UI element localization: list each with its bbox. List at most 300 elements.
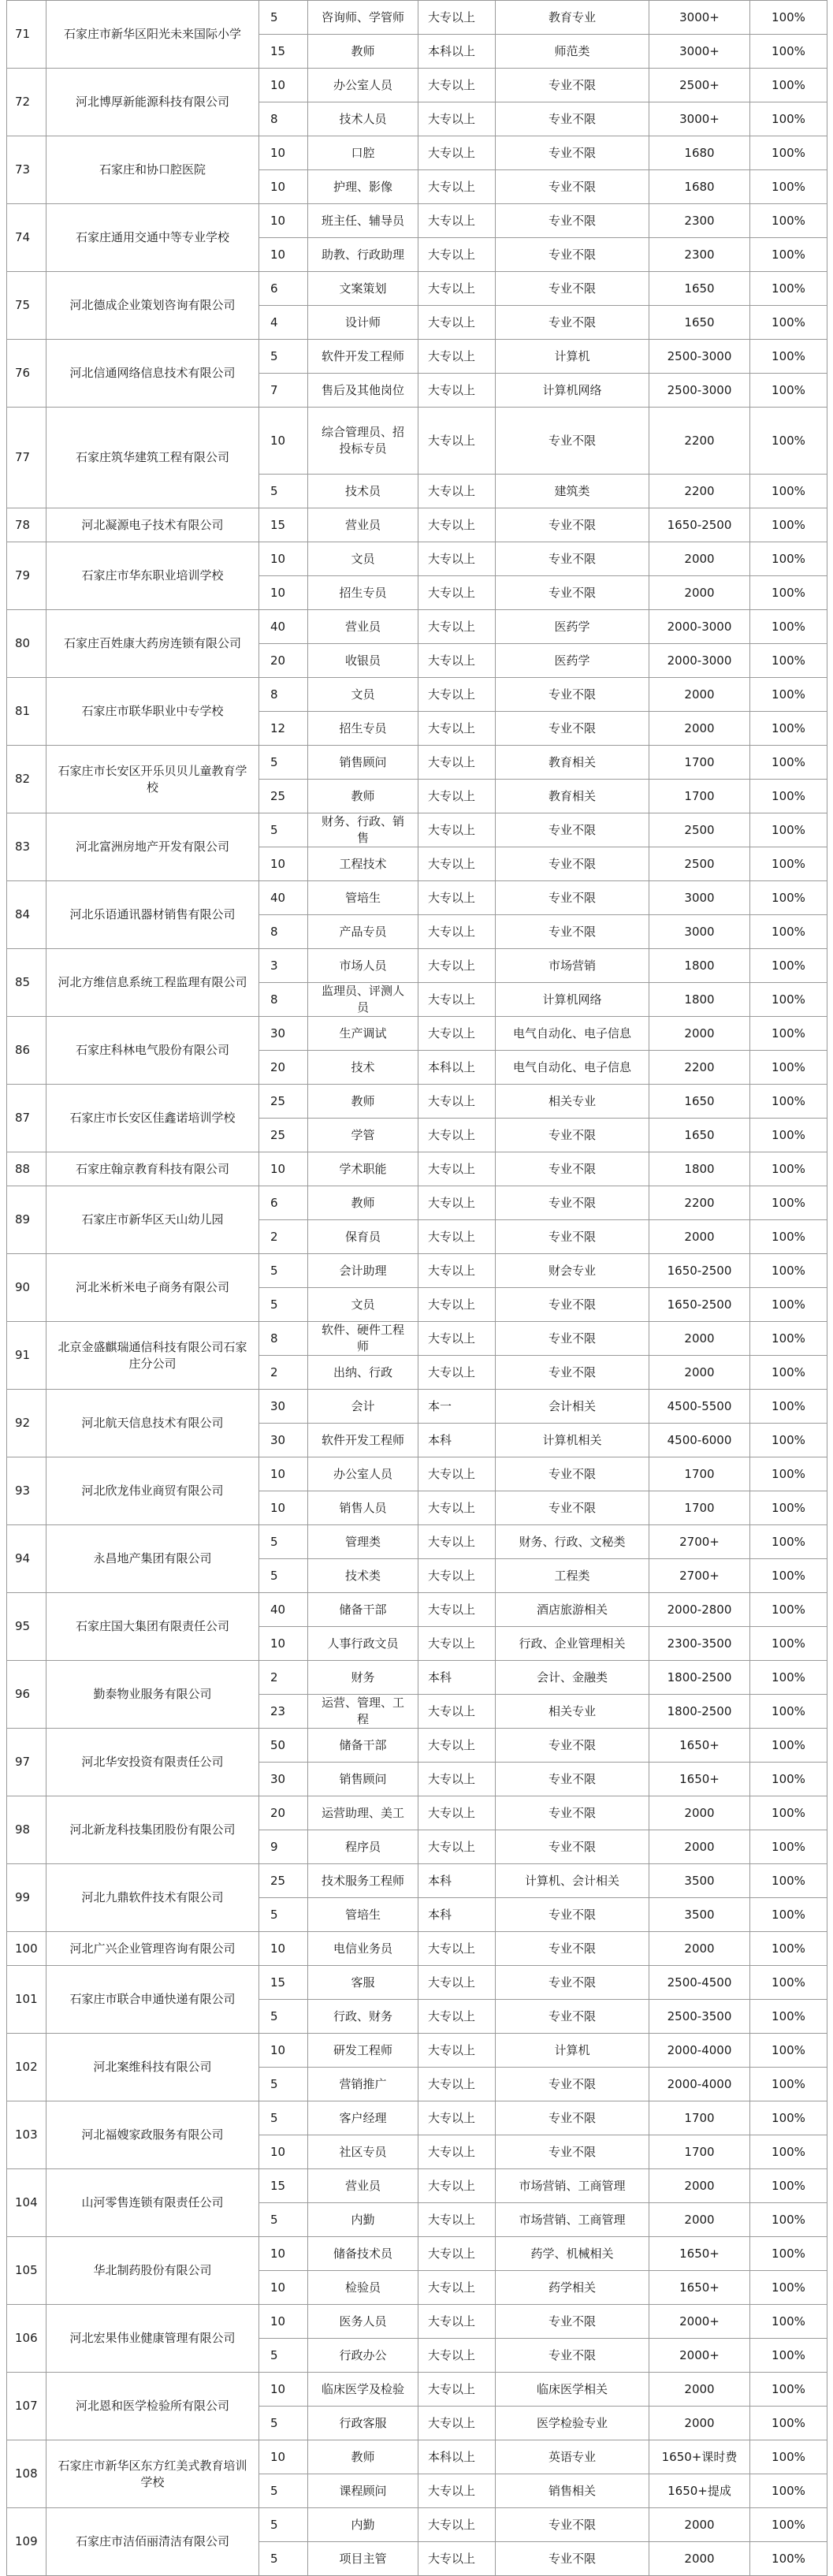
position-cell: 收银员 (308, 644, 418, 678)
company-name-cell: 华北制药股份有限公司 (46, 2237, 259, 2305)
company-name-cell: 河北九鼎软件技术有限公司 (46, 1864, 259, 1932)
position-cell: 项目主管 (308, 2542, 418, 2576)
table-row (7, 1085, 827, 1119)
salary-cell: 1650 (649, 272, 750, 306)
headcount-cell: 5 (259, 2000, 308, 2034)
major-cell: 专业不限 (496, 1830, 649, 1864)
position-cell: 程序员 (308, 1830, 418, 1864)
headcount-cell: 30 (259, 1017, 308, 1051)
rate-cell: 100% (750, 2305, 827, 2339)
position-cell: 储备干部 (308, 1729, 418, 1763)
headcount-cell: 8 (259, 1322, 308, 1356)
major-cell: 医药学 (496, 610, 649, 644)
row-number-cell: 108 (7, 2440, 46, 2508)
table-row (7, 2101, 827, 2135)
position-cell: 研发工程师 (308, 2034, 418, 2068)
table-row (7, 1593, 827, 1627)
rate-cell: 100% (750, 712, 827, 746)
headcount-cell: 20 (259, 644, 308, 678)
salary-cell: 2000-4000 (649, 2068, 750, 2101)
rate-cell: 100% (750, 2271, 827, 2305)
position-cell: 生产调试 (308, 1017, 418, 1051)
education-cell: 大专以上 (418, 2203, 496, 2237)
rate-cell: 100% (750, 1559, 827, 1593)
company-name-cell: 石家庄通用交通中等专业学校 (46, 204, 259, 272)
education-cell: 大专以上 (418, 374, 496, 408)
salary-cell: 2500+ (649, 69, 750, 102)
headcount-cell: 10 (259, 2237, 308, 2271)
major-cell: 会计相关 (496, 1390, 649, 1424)
position-cell: 行政、财务 (308, 2000, 418, 2034)
salary-cell: 2000 (649, 2373, 750, 2407)
salary-cell: 2000 (649, 712, 750, 746)
rate-cell: 100% (750, 272, 827, 306)
position-cell: 教师 (308, 780, 418, 813)
major-cell: 专业不限 (496, 1457, 649, 1491)
headcount-cell: 20 (259, 1051, 308, 1085)
education-cell: 大专以上 (418, 1457, 496, 1491)
headcount-cell: 5 (259, 2101, 308, 2135)
company-name-cell: 山河零售连锁有限责任公司 (46, 2169, 259, 2237)
education-cell: 大专以上 (418, 1627, 496, 1661)
rate-cell: 100% (750, 1085, 827, 1119)
company-name-cell: 河北恩和医学检验所有限公司 (46, 2373, 259, 2440)
position-cell: 临床医学及检验 (308, 2373, 418, 2407)
position-cell: 助教、行政助理 (308, 238, 418, 272)
headcount-cell: 5 (259, 1288, 308, 1322)
headcount-cell: 10 (259, 576, 308, 610)
salary-cell: 1700 (649, 1491, 750, 1525)
position-cell: 技术 (308, 1051, 418, 1085)
position-cell: 教师 (308, 35, 418, 69)
rate-cell: 100% (750, 2407, 827, 2440)
salary-cell: 1800 (649, 1152, 750, 1186)
major-cell: 医学检验专业 (496, 2407, 649, 2440)
position-cell: 工程技术 (308, 847, 418, 881)
position-cell: 出纳、行政 (308, 1356, 418, 1390)
table-row (7, 136, 827, 170)
headcount-cell: 10 (259, 2034, 308, 2068)
major-cell: 专业不限 (496, 2000, 649, 2034)
education-cell: 大专以上 (418, 1559, 496, 1593)
education-cell: 大专以上 (418, 2034, 496, 2068)
row-number-cell: 90 (7, 1254, 46, 1322)
table-row (7, 2373, 827, 2407)
position-cell: 产品专员 (308, 915, 418, 949)
headcount-cell: 5 (259, 1254, 308, 1288)
position-cell: 学术职能 (308, 1152, 418, 1186)
major-cell: 专业不限 (496, 102, 649, 136)
rate-cell: 100% (750, 306, 827, 340)
row-number-cell: 84 (7, 881, 46, 949)
salary-cell: 1680 (649, 136, 750, 170)
position-cell: 电信业务员 (308, 1932, 418, 1966)
rate-cell: 100% (750, 102, 827, 136)
row-number-cell: 87 (7, 1085, 46, 1152)
salary-cell: 1650+提成 (649, 2474, 750, 2508)
salary-cell: 1800-2500 (649, 1695, 750, 1729)
rate-cell: 100% (750, 1830, 827, 1864)
table-row (7, 542, 827, 576)
position-cell: 护理、影像 (308, 170, 418, 204)
salary-cell: 2000-2800 (649, 1593, 750, 1627)
table-row (7, 204, 827, 238)
salary-cell: 1700 (649, 1457, 750, 1491)
table-row (7, 272, 827, 306)
row-number-cell: 88 (7, 1152, 46, 1186)
position-cell: 软件、硬件工程师 (308, 1322, 418, 1356)
row-number-cell: 86 (7, 1017, 46, 1085)
major-cell: 工程类 (496, 1559, 649, 1593)
major-cell: 专业不限 (496, 2068, 649, 2101)
rate-cell: 100% (750, 1763, 827, 1796)
company-name-cell: 河北欣龙伟业商贸有限公司 (46, 1457, 259, 1525)
major-cell: 计算机 (496, 340, 649, 374)
position-cell: 办公室人员 (308, 69, 418, 102)
position-cell: 文案策划 (308, 272, 418, 306)
rate-cell: 100% (750, 1288, 827, 1322)
company-name-cell: 石家庄市洁佰丽清洁有限公司 (46, 2508, 259, 2576)
position-cell: 文员 (308, 678, 418, 712)
position-cell: 教师 (308, 2440, 418, 2474)
headcount-cell: 5 (259, 2339, 308, 2373)
major-cell: 专业不限 (496, 576, 649, 610)
company-name-cell: 河北宏果伟业健康管理有限公司 (46, 2305, 259, 2373)
headcount-cell: 10 (259, 1627, 308, 1661)
rate-cell: 100% (750, 644, 827, 678)
row-number-cell: 77 (7, 408, 46, 508)
table-row (7, 1, 827, 35)
salary-cell: 3000 (649, 881, 750, 915)
headcount-cell: 5 (259, 2407, 308, 2440)
rate-cell: 100% (750, 1491, 827, 1525)
education-cell: 大专以上 (418, 2508, 496, 2542)
major-cell: 医药学 (496, 644, 649, 678)
position-cell: 管理类 (308, 1525, 418, 1559)
rate-cell: 100% (750, 340, 827, 374)
position-cell: 会计助理 (308, 1254, 418, 1288)
rate-cell: 100% (750, 1, 827, 35)
headcount-cell: 8 (259, 983, 308, 1017)
headcount-cell: 5 (259, 1559, 308, 1593)
row-number-cell: 82 (7, 746, 46, 813)
rate-cell: 100% (750, 1424, 827, 1457)
education-cell: 大专以上 (418, 170, 496, 204)
education-cell: 大专以上 (418, 983, 496, 1017)
headcount-cell: 15 (259, 1966, 308, 2000)
table-row (7, 813, 827, 847)
rate-cell: 100% (750, 1593, 827, 1627)
education-cell: 大专以上 (418, 2339, 496, 2373)
company-name-cell: 石家庄百姓康大药房连锁有限公司 (46, 610, 259, 678)
rate-cell: 100% (750, 1864, 827, 1898)
rate-cell: 100% (750, 508, 827, 542)
headcount-cell: 10 (259, 2135, 308, 2169)
rate-cell: 100% (750, 1390, 827, 1424)
rate-cell: 100% (750, 881, 827, 915)
headcount-cell: 5 (259, 2203, 308, 2237)
row-number-cell: 74 (7, 204, 46, 272)
headcount-cell: 7 (259, 374, 308, 408)
row-number-cell: 72 (7, 69, 46, 136)
position-cell: 客户经理 (308, 2101, 418, 2135)
rate-cell: 100% (750, 1627, 827, 1661)
row-number-cell: 95 (7, 1593, 46, 1661)
salary-cell: 2500-3000 (649, 340, 750, 374)
position-cell: 文员 (308, 1288, 418, 1322)
major-cell: 计算机网络 (496, 374, 649, 408)
row-number-cell: 79 (7, 542, 46, 610)
major-cell: 计算机 (496, 2034, 649, 2068)
major-cell: 专业不限 (496, 306, 649, 340)
table-row (7, 1729, 827, 1763)
major-cell: 计算机网络 (496, 983, 649, 1017)
rate-cell: 100% (750, 238, 827, 272)
headcount-cell: 8 (259, 915, 308, 949)
headcount-cell: 9 (259, 1830, 308, 1864)
major-cell: 专业不限 (496, 508, 649, 542)
position-cell: 医务人员 (308, 2305, 418, 2339)
company-name-cell: 石家庄市新华区天山幼儿园 (46, 1186, 259, 1254)
rate-cell: 100% (750, 1932, 827, 1966)
rate-cell: 100% (750, 542, 827, 576)
table-row (7, 1525, 827, 1559)
rate-cell: 100% (750, 374, 827, 408)
row-number-cell: 102 (7, 2034, 46, 2101)
company-name-cell: 石家庄市联华职业中专学校 (46, 678, 259, 746)
headcount-cell: 8 (259, 678, 308, 712)
salary-cell: 3000+ (649, 102, 750, 136)
education-cell: 大专以上 (418, 2068, 496, 2101)
headcount-cell: 10 (259, 847, 308, 881)
rate-cell: 100% (750, 2373, 827, 2407)
headcount-cell: 10 (259, 69, 308, 102)
education-cell: 大专以上 (418, 2000, 496, 2034)
headcount-cell: 10 (259, 2305, 308, 2339)
row-number-cell: 91 (7, 1322, 46, 1390)
rate-cell: 100% (750, 678, 827, 712)
major-cell: 计算机相关 (496, 1424, 649, 1457)
education-cell: 大专以上 (418, 1356, 496, 1390)
position-cell: 市场人员 (308, 949, 418, 983)
major-cell: 专业不限 (496, 2339, 649, 2373)
position-cell: 招生专员 (308, 576, 418, 610)
salary-cell: 2700+ (649, 1559, 750, 1593)
table-row (7, 610, 827, 644)
rate-cell: 100% (750, 1525, 827, 1559)
salary-cell: 2000 (649, 1356, 750, 1390)
position-cell: 社区专员 (308, 2135, 418, 2169)
salary-cell: 1800 (649, 949, 750, 983)
headcount-cell: 40 (259, 1593, 308, 1627)
position-cell: 储备技术员 (308, 2237, 418, 2271)
position-cell: 营业员 (308, 610, 418, 644)
headcount-cell: 5 (259, 746, 308, 780)
salary-cell: 2200 (649, 408, 750, 475)
salary-cell: 2000 (649, 1932, 750, 1966)
rate-cell: 100% (750, 2440, 827, 2474)
education-cell: 大专以上 (418, 1152, 496, 1186)
major-cell: 专业不限 (496, 1796, 649, 1830)
salary-cell: 4500-5500 (649, 1390, 750, 1424)
education-cell: 大专以上 (418, 2542, 496, 2576)
rate-cell: 100% (750, 1051, 827, 1085)
education-cell: 大专以上 (418, 2271, 496, 2305)
rate-cell: 100% (750, 1220, 827, 1254)
rate-cell: 100% (750, 1457, 827, 1491)
table-row (7, 881, 827, 915)
table-row (7, 2034, 827, 2068)
headcount-cell: 5 (259, 1525, 308, 1559)
row-number-cell: 93 (7, 1457, 46, 1525)
position-cell: 管培生 (308, 1898, 418, 1932)
education-cell: 大专以上 (418, 542, 496, 576)
education-cell: 大专以上 (418, 2373, 496, 2407)
major-cell: 行政、企业管理相关 (496, 1627, 649, 1661)
education-cell: 大专以上 (418, 2305, 496, 2339)
company-name-cell: 石家庄市长安区佳鑫诺培训学校 (46, 1085, 259, 1152)
rate-cell: 100% (750, 1152, 827, 1186)
education-cell: 大专以上 (418, 1491, 496, 1525)
headcount-cell: 10 (259, 2440, 308, 2474)
company-name-cell: 河北博厚新能源科技有限公司 (46, 69, 259, 136)
table-row (7, 2305, 827, 2339)
major-cell: 市场营销、工商管理 (496, 2203, 649, 2237)
education-cell: 本科以上 (418, 1051, 496, 1085)
major-cell: 财会专业 (496, 1254, 649, 1288)
row-number-cell: 101 (7, 1966, 46, 2034)
table-row (7, 949, 827, 983)
salary-cell: 2000 (649, 1220, 750, 1254)
company-name-cell: 石家庄和协口腔医院 (46, 136, 259, 204)
major-cell: 药学、机械相关 (496, 2237, 649, 2271)
position-cell: 监理员、评测人员 (308, 983, 418, 1017)
salary-cell: 1700 (649, 746, 750, 780)
major-cell: 药学相关 (496, 2271, 649, 2305)
company-name-cell: 石家庄市长安区开乐贝贝儿童教育学校 (46, 746, 259, 813)
salary-cell: 2500-3000 (649, 374, 750, 408)
rate-cell: 100% (750, 1661, 827, 1695)
major-cell: 专业不限 (496, 915, 649, 949)
row-number-cell: 81 (7, 678, 46, 746)
major-cell: 教育相关 (496, 780, 649, 813)
salary-cell: 1650-2500 (649, 1288, 750, 1322)
position-cell: 技术类 (308, 1559, 418, 1593)
row-number-cell: 97 (7, 1729, 46, 1796)
headcount-cell: 10 (259, 2271, 308, 2305)
company-name-cell: 北京金盛麒瑞通信科技有限公司石家庄分公司 (46, 1322, 259, 1390)
company-name-cell: 石家庄市华东职业培训学校 (46, 542, 259, 610)
headcount-cell: 10 (259, 1457, 308, 1491)
row-number-cell: 105 (7, 2237, 46, 2305)
major-cell: 教育专业 (496, 1, 649, 35)
rate-cell: 100% (750, 1322, 827, 1356)
headcount-cell: 5 (259, 1898, 308, 1932)
salary-cell: 1650 (649, 1119, 750, 1152)
salary-cell: 1650 (649, 1085, 750, 1119)
headcount-cell: 10 (259, 2373, 308, 2407)
table-row (7, 1186, 827, 1220)
major-cell: 专业不限 (496, 813, 649, 847)
salary-cell: 2000 (649, 1017, 750, 1051)
education-cell: 大专以上 (418, 1763, 496, 1796)
headcount-cell: 25 (259, 780, 308, 813)
salary-cell: 2000-4000 (649, 2034, 750, 2068)
rate-cell: 100% (750, 1017, 827, 1051)
rate-cell: 100% (750, 2508, 827, 2542)
education-cell: 大专以上 (418, 780, 496, 813)
company-name-cell: 河北华安投资有限责任公司 (46, 1729, 259, 1796)
major-cell: 专业不限 (496, 1763, 649, 1796)
headcount-cell: 5 (259, 1, 308, 35)
headcount-cell: 40 (259, 881, 308, 915)
salary-cell: 1650+ (649, 2271, 750, 2305)
rate-cell: 100% (750, 1796, 827, 1830)
education-cell: 大专以上 (418, 1119, 496, 1152)
rate-cell: 100% (750, 69, 827, 102)
company-name-cell: 石家庄市联合申通快递有限公司 (46, 1966, 259, 2034)
major-cell: 专业不限 (496, 1119, 649, 1152)
major-cell: 专业不限 (496, 1356, 649, 1390)
position-cell: 销售人员 (308, 1491, 418, 1525)
rate-cell: 100% (750, 746, 827, 780)
salary-cell: 2000+ (649, 2305, 750, 2339)
education-cell: 大专以上 (418, 1593, 496, 1627)
rate-cell: 100% (750, 983, 827, 1017)
salary-cell: 1650+ (649, 2237, 750, 2271)
rate-cell: 100% (750, 204, 827, 238)
salary-cell: 2700+ (649, 1525, 750, 1559)
education-cell: 大专以上 (418, 508, 496, 542)
rate-cell: 100% (750, 1898, 827, 1932)
headcount-cell: 12 (259, 712, 308, 746)
table-row (7, 1932, 827, 1966)
major-cell: 专业不限 (496, 1491, 649, 1525)
headcount-cell: 5 (259, 813, 308, 847)
row-number-cell: 103 (7, 2101, 46, 2169)
position-cell: 检验员 (308, 2271, 418, 2305)
position-cell: 综合管理员、招投标专员 (308, 408, 418, 475)
row-number-cell: 92 (7, 1390, 46, 1457)
table-row (7, 408, 827, 475)
salary-cell: 1800-2500 (649, 1661, 750, 1695)
headcount-cell: 5 (259, 340, 308, 374)
table-row (7, 2508, 827, 2542)
salary-cell: 1800 (649, 983, 750, 1017)
row-number-cell: 76 (7, 340, 46, 408)
rate-cell: 100% (750, 136, 827, 170)
education-cell: 大专以上 (418, 408, 496, 475)
salary-cell: 2000 (649, 542, 750, 576)
education-cell: 大专以上 (418, 610, 496, 644)
position-cell: 行政客服 (308, 2407, 418, 2440)
headcount-cell: 2 (259, 1356, 308, 1390)
major-cell: 专业不限 (496, 170, 649, 204)
salary-cell: 2000 (649, 2542, 750, 2576)
company-name-cell: 永昌地产集团有限公司 (46, 1525, 259, 1593)
headcount-cell: 30 (259, 1424, 308, 1457)
position-cell: 行政办公 (308, 2339, 418, 2373)
position-cell: 技术人员 (308, 102, 418, 136)
major-cell: 会计、金融类 (496, 1661, 649, 1695)
row-number-cell: 85 (7, 949, 46, 1017)
education-cell: 大专以上 (418, 2169, 496, 2203)
position-cell: 技术服务工程师 (308, 1864, 418, 1898)
education-cell: 大专以上 (418, 1525, 496, 1559)
rate-cell: 100% (750, 2339, 827, 2373)
position-cell: 人事行政文员 (308, 1627, 418, 1661)
headcount-cell: 10 (259, 1152, 308, 1186)
